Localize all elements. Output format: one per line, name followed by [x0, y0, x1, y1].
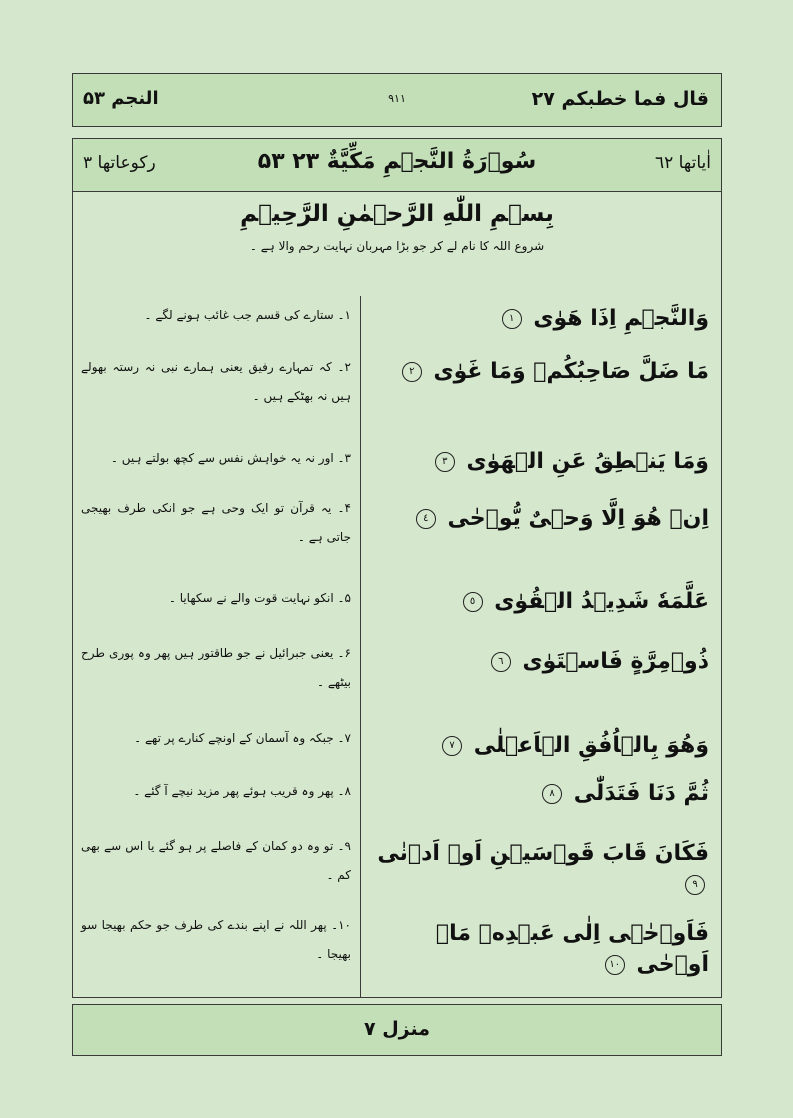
verse-arabic: وَهُوَ بِالۡاُفُقِ الۡاَعۡلٰی ٧ — [359, 731, 709, 762]
verse-translation: ۶۔ یعنی جبرائیل نے جو طاقتور ہیں پھر وہ پوری طرح بیٹھے ۔ — [81, 646, 351, 689]
surah-title-bar — [73, 139, 721, 192]
verse-number-marker: ٨ — [542, 784, 562, 804]
verse-number-marker: ٦ — [491, 652, 511, 672]
ayat-count: اٰیاتها ٦۲ — [654, 153, 711, 173]
verse-translation: ۴۔ یہ قرآن تو ایک وحی ہے جو انکی طرف بھیجی جاتی ہے ۔ — [81, 501, 351, 544]
bismillah: بِسۡمِ اللّٰهِ الرَّحۡمٰنِ الرَّحِیۡمِ — [240, 201, 554, 227]
verse-translation: ۵۔ انکو نہایت قوت والے نے سکھایا ۔ — [168, 591, 351, 605]
surah-short-title: النجم ۵۳ — [83, 88, 159, 109]
verse-number-marker: ٣ — [435, 452, 455, 472]
surah-name: ۵۳ سُوۡرَةُ النَّجۡمِ مَکِّیَّةٌ ۲۳ — [257, 149, 537, 174]
verse-number-marker: ١٠ — [605, 955, 625, 975]
verse-number-marker: ٢ — [402, 362, 422, 382]
verse-arabic: فَاَوۡحٰۤی اِلٰی عَبۡدِهٖ مَاۤ اَوۡحٰی ١٠ — [435, 921, 709, 977]
page-footer — [72, 1004, 722, 1056]
verse-translation: ۸۔ پھر وہ قریب ہوئے پھر مزید نیچے آ گئے ۔ — [133, 784, 351, 798]
verse-arabic: ثُمَّ دَنَا فَتَدَلّٰی ٨ — [359, 779, 709, 810]
juz-title: قال فما خطبكم ۲۷ — [531, 88, 709, 110]
page-header — [72, 73, 722, 127]
verse-arabic: وَالنَّجۡمِ اِذَا هَوٰی ١ — [359, 304, 709, 335]
bismillah-translation: شروع اللہ کا نام لے کر جو بڑا مہربان نہایت رحم والا ہے ۔ — [249, 239, 545, 253]
verse-translation: ۲۔ کہ تمہارے رفیق یعنی ہمارے نبی نہ رستہ بھولے ہیں نہ بھٹکے ہیں ۔ — [81, 360, 351, 403]
verse-number-marker: ٤ — [416, 509, 436, 529]
manzil-label: منزل ۷ — [363, 1018, 431, 1040]
verse-arabic: اِنۡ هُوَ اِلَّا وَحۡیٌ یُّوۡحٰی ٤ — [359, 504, 709, 535]
verse-translation: ۱۔ ستارے کی قسم جب غائب ہونے لگے ۔ — [144, 308, 351, 322]
verse-arabic: ذُوۡمِرَّةٍ فَاسۡتَوٰی ٦ — [359, 647, 709, 678]
verse-number-marker: ٩ — [685, 875, 705, 895]
ruku-count: رکوعاتها ۳ — [83, 153, 156, 173]
verse-translation: ۹۔ تو وہ دو کمان کے فاصلے پر ہو گئے یا اس سے بھی کم ۔ — [81, 839, 351, 882]
verse-arabic: وَمَا یَنۡطِقُ عَنِ الۡهَوٰی ٣ — [359, 447, 709, 478]
verse-translation: ۱۰۔ پھر اللہ نے اپنے بندے کی طرف جو حکم بھیجا سو بھیجا ۔ — [81, 918, 351, 961]
verse-arabic: فَکَانَ قَابَ قَوۡسَیۡنِ اَوۡ اَدۡنٰی ٩ — [359, 839, 709, 901]
verse-number-marker: ٧ — [442, 736, 462, 756]
verse-arabic: عَلَّمَهٗ شَدِیۡدُ الۡقُوٰی ٥ — [359, 587, 709, 618]
page-number: ۹۱۱ — [388, 92, 406, 105]
verse-translation: ۷۔ جبکہ وہ آسمان کے اونچے کنارے پر تھے ۔ — [134, 731, 351, 745]
verse-arabic: مَا ضَلَّ صَاحِبُکُمۡ وَمَا غَوٰی ٢ — [359, 357, 709, 388]
verse-number-marker: ٥ — [463, 592, 483, 612]
verse-number-marker: ١ — [502, 309, 522, 329]
content-frame — [72, 138, 722, 998]
verse-translation: ۳۔ اور نہ یہ خواہش نفس سے کچھ بولتے ہیں ۔ — [110, 451, 351, 465]
